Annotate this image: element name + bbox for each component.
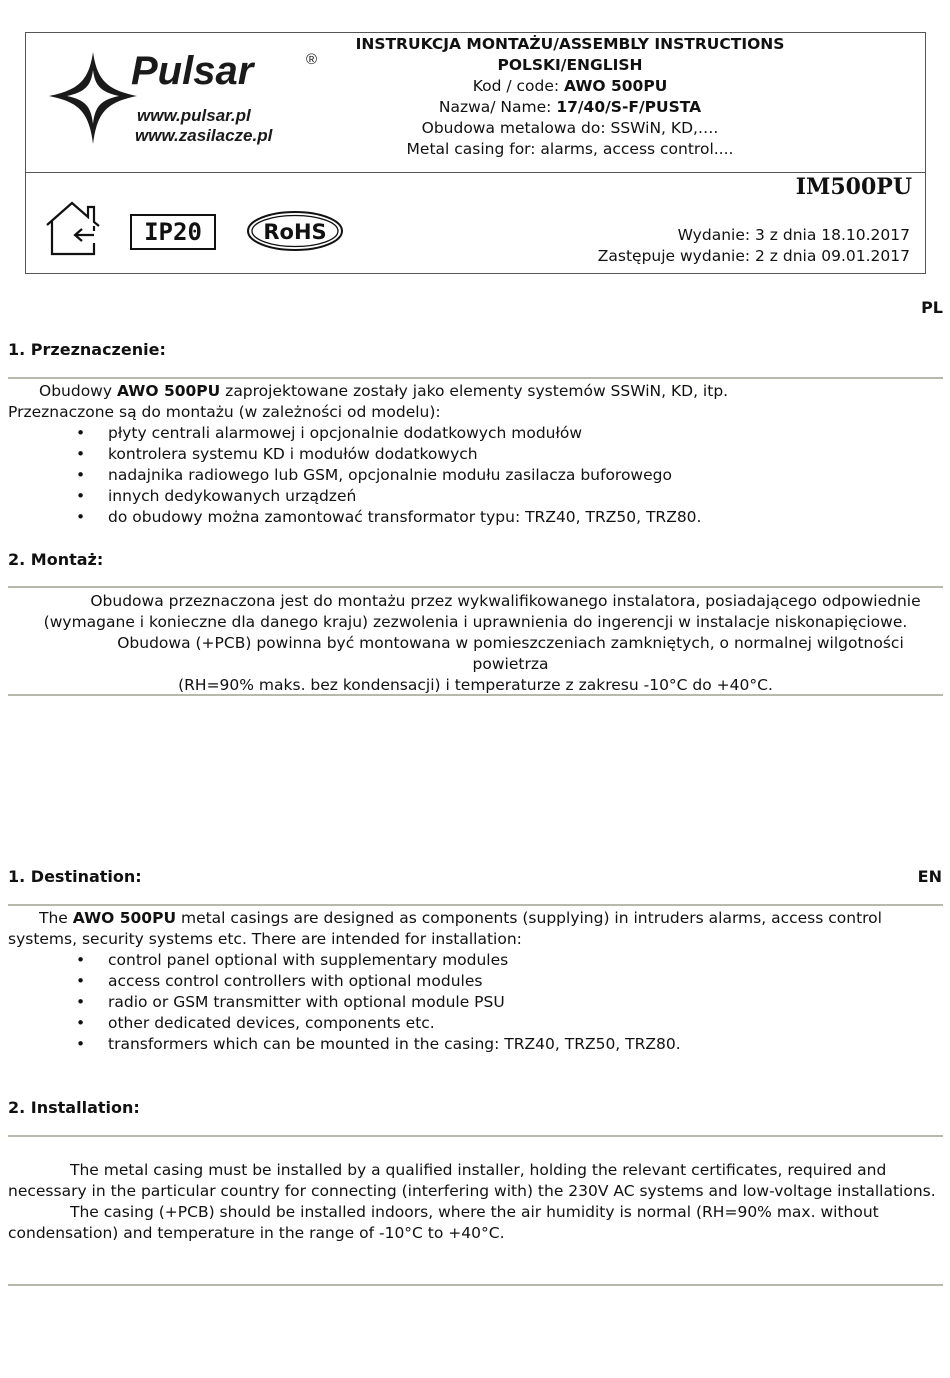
pl-install-line: Obudowa przeznaczona jest do montażu przez wykwalifikowanego instalatora, posiadającego odpowiednie [90, 592, 921, 610]
doc-id: IM500PU [795, 174, 912, 200]
pl-section1-heading: 1. Przeznaczenie: [8, 340, 166, 359]
list-item: • access control controllers with optional modules [72, 971, 681, 992]
en-intro-line2: systems, security systems etc. There are intended for installation: [8, 930, 522, 948]
lang-en-label: EN [917, 867, 942, 886]
en-section1-rule [8, 904, 943, 906]
code-line [330, 76, 810, 97]
desc-pl: Obudowa metalowa do: SSWiN, KD,…. [421, 119, 719, 137]
pl-section1-rule [8, 377, 943, 379]
list-item: • control panel optional with supplementary modules [72, 950, 681, 971]
pl-product-code: AWO 500PU [116, 382, 221, 400]
list-item: • innych dedykowanych urządzeń [72, 486, 701, 507]
pulsar-logo [45, 44, 330, 154]
pl-install-line: Obudowa (+PCB) powinna być montowana w pomieszczeniach zamkniętych, o normalnej wilgotności powietrza [117, 634, 904, 673]
en-section2-body [8, 1160, 943, 1244]
doc-languages: POLSKI/ENGLISH [497, 56, 643, 74]
edition-block [598, 225, 910, 267]
list-item: • do obudowy można zamontować transformator typu: TRZ40, TRZ50, TRZ80. [72, 507, 701, 528]
en-intro-line [8, 908, 943, 929]
code-value: AWO 500PU [564, 77, 668, 95]
en-product-code: AWO 500PU [72, 909, 177, 927]
doc-title: INSTRUKCJA MONTAŻU/ASSEMBLY INSTRUCTIONS [355, 35, 785, 53]
rohs-badge [246, 210, 344, 252]
list-item: • nadajnika radiowego lub GSM, opcjonalnie modułu zasilacza buforowego [72, 465, 701, 486]
code-label: Kod / code: [472, 77, 565, 95]
en-install-line: The casing (+PCB) should be installed indoors, where the air humidity is normal (RH=90% max. without [70, 1203, 879, 1221]
en-section2-rule [8, 1135, 943, 1137]
en-install-line: necessary in the particular country for connecting (interfering with) the 230V AC systems and low-voltage installations. [8, 1182, 936, 1200]
pl-intro-line [8, 381, 943, 402]
logo-url-2: www.zasilacze.pl [135, 126, 273, 145]
en-install-line: The metal casing must be installed by a qualified installer, holding the relevant certificates, required and [70, 1161, 887, 1179]
ip20-badge: IP20 [130, 214, 216, 250]
lang-pl-label: PL [921, 298, 943, 317]
en-section2-heading: 2. Installation: [8, 1098, 140, 1117]
en-intro-pre: The [39, 909, 73, 927]
logo-brand: Pulsar [131, 49, 254, 93]
en-end-rule [8, 1284, 943, 1286]
pl-install-line: (RH=90% maks. bez kondensacji) i temperaturze z zakresu -10°C do +40°C. [178, 676, 773, 694]
name-value: 17/40/S-F/PUSTA [556, 98, 702, 116]
name-line [330, 97, 810, 118]
en-list [72, 950, 681, 1055]
name-label: Nazwa/ Name: [438, 98, 557, 116]
pl-intro-pre: Obudowy [39, 382, 117, 400]
en-intro-post: metal casings are designed as components (supplying) in intruders alarms, access control [176, 909, 882, 927]
en-section1-heading: 1. Destination: [8, 867, 142, 886]
pl-section2-body [8, 591, 943, 696]
list-item: • other dedicated devices, components etc. [72, 1013, 681, 1034]
indoor-house-icon [44, 199, 102, 257]
list-item: • kontrolera systemu KD i modułów dodatkowych [72, 444, 701, 465]
rohs-label: RoHS [263, 220, 327, 244]
pl-end-rule [8, 694, 943, 696]
list-item: • transformers which can be mounted in the casing: TRZ40, TRZ50, TRZ80. [72, 1034, 681, 1055]
pl-install-line: (wymagane i konieczne dla danego kraju) zezwolenia i uprawnienia do ingerencji w instalacje niskonapięciowe. [43, 613, 908, 631]
logo-url-1: www.pulsar.pl [137, 106, 251, 125]
pl-intro-line2: Przeznaczone są do montażu (w zależności od modelu): [8, 403, 441, 421]
en-section1-body [8, 908, 943, 950]
pl-section2-heading: 2. Montaż: [8, 550, 104, 569]
registered-mark: ® [306, 51, 318, 68]
pl-intro-post: zaprojektowane zostały jako elementy systemów SSWiN, KD, itp. [220, 382, 729, 400]
pl-list [72, 423, 701, 528]
pl-section2-rule [8, 586, 943, 588]
desc-en: Metal casing for: alarms, access control.... [406, 140, 734, 158]
header-title-block [330, 34, 810, 160]
replaces-line: Zastępuje wydanie: 2 z dnia 09.01.2017 [597, 247, 910, 265]
pl-section1-body [8, 381, 943, 423]
edition-line: Wydanie: 3 z dnia 18.10.2017 [677, 226, 910, 244]
list-item: • płyty centrali alarmowej i opcjonalnie dodatkowych modułów [72, 423, 701, 444]
en-install-line: condensation) and temperature in the range of -10°C to +40°C. [8, 1224, 505, 1242]
list-item: • radio or GSM transmitter with optional module PSU [72, 992, 681, 1013]
header-divider [25, 172, 926, 173]
